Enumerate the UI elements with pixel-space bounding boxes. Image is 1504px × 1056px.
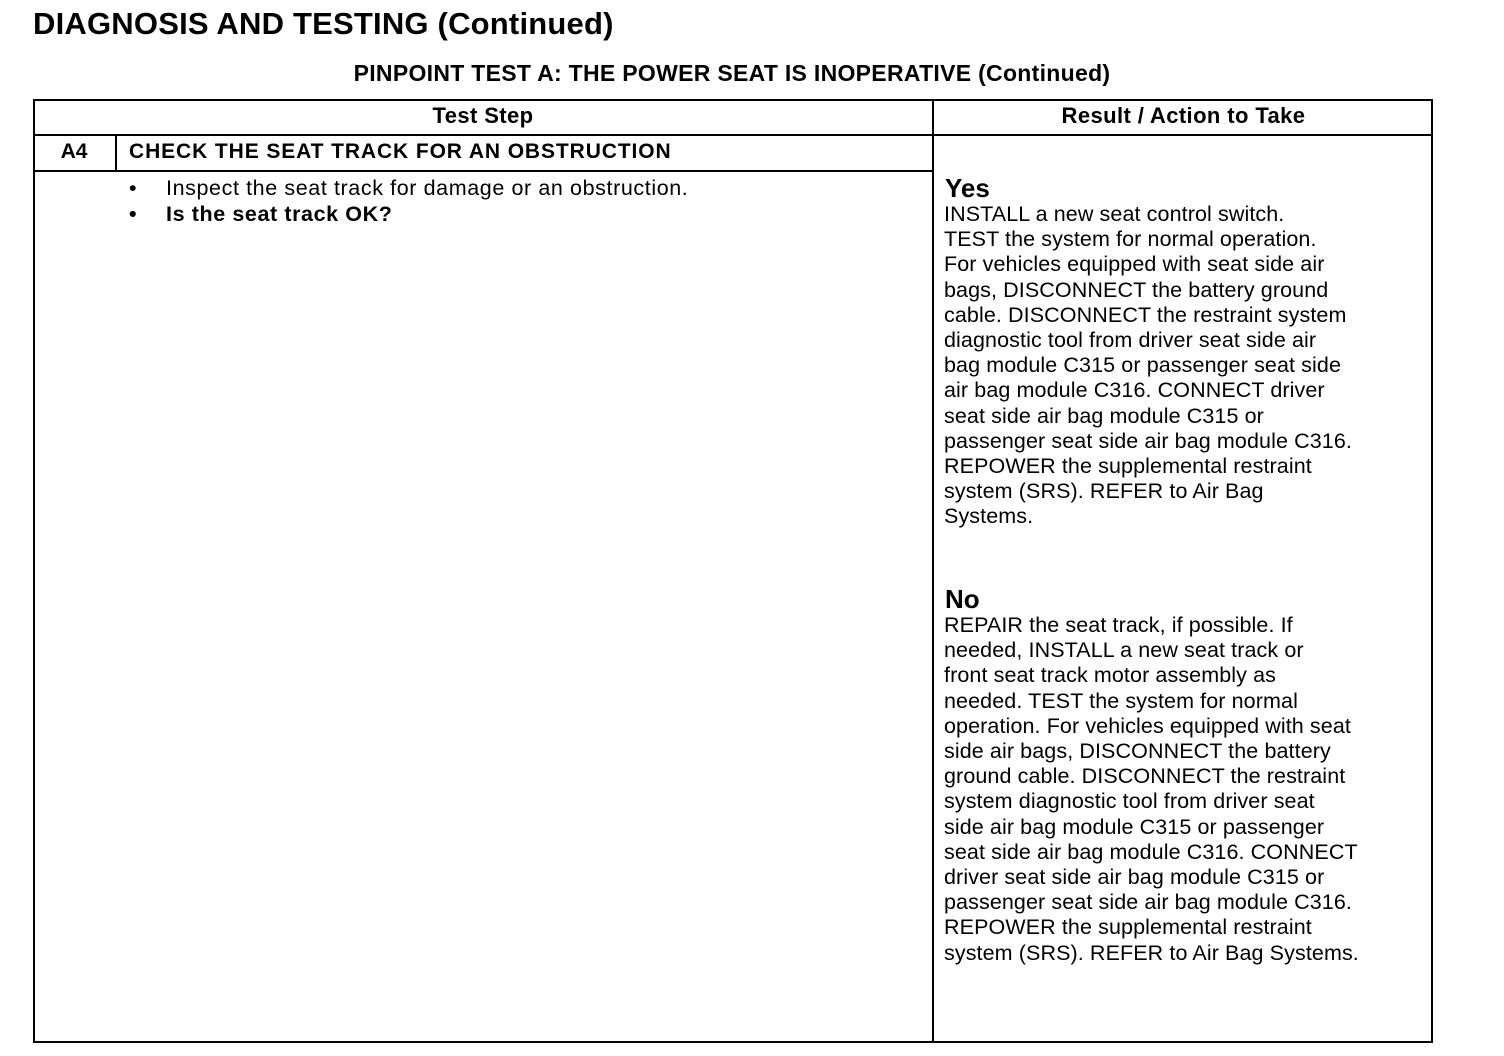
- step-instruction: [129, 176, 688, 201]
- bullet-marker: •: [129, 176, 138, 200]
- step-id: A4: [60, 140, 88, 163]
- step-question: [129, 202, 393, 227]
- header-result-action: Result / Action to Take: [1061, 103, 1306, 128]
- question-text: Is the seat track OK?: [166, 202, 393, 226]
- result-yes-action: INSTALL a new seat control switch. TEST the system for normal operation. For vehicles equipped with seat side air bags, DISCONNECT the battery ground cable. DISCONNECT the restraint system diagnostic tool from driver seat side air bag module C315 or passenger seat side air bag module C316. CONNECT driver seat side air bag module C315 or passenger seat side air bag module C316. REPOWER the supplemental restraint system (SRS). REFER to Air Bag Systems.: [944, 202, 1352, 529]
- column-divider: [932, 99, 934, 1043]
- header-row-divider: [33, 134, 1433, 136]
- instruction-text: Inspect the seat track for damage or an obstruction.: [166, 176, 689, 200]
- pinpoint-test-title: PINPOINT TEST A: THE POWER SEAT IS INOPERATIVE (Continued): [353, 60, 1111, 86]
- step-title-divider: [33, 170, 933, 172]
- step-id-divider: [115, 134, 117, 171]
- header-test-step: Test Step: [432, 103, 534, 128]
- result-no-label: No: [945, 584, 980, 614]
- result-yes-label: Yes: [945, 173, 990, 203]
- step-title: CHECK THE SEAT TRACK FOR AN OBSTRUCTION: [129, 140, 672, 163]
- bullet-marker: •: [129, 202, 138, 226]
- result-no-action: REPAIR the seat track, if possible. If needed, INSTALL a new seat track or front seat track motor assembly as needed. TEST the system for normal operation. For vehicles equipped with seat side air bags, DISCONNECT the battery ground cable. DISCONNECT the restraint system diagnostic tool from driver seat side air bag module C315 or passenger seat side air bag module C316. CONNECT driver seat side air bag module C315 or passenger seat side air bag module C316. REPOWER the supplemental restraint system (SRS). REFER to Air Bag Systems.: [944, 613, 1359, 965]
- page-heading: DIAGNOSIS AND TESTING (Continued): [33, 6, 614, 41]
